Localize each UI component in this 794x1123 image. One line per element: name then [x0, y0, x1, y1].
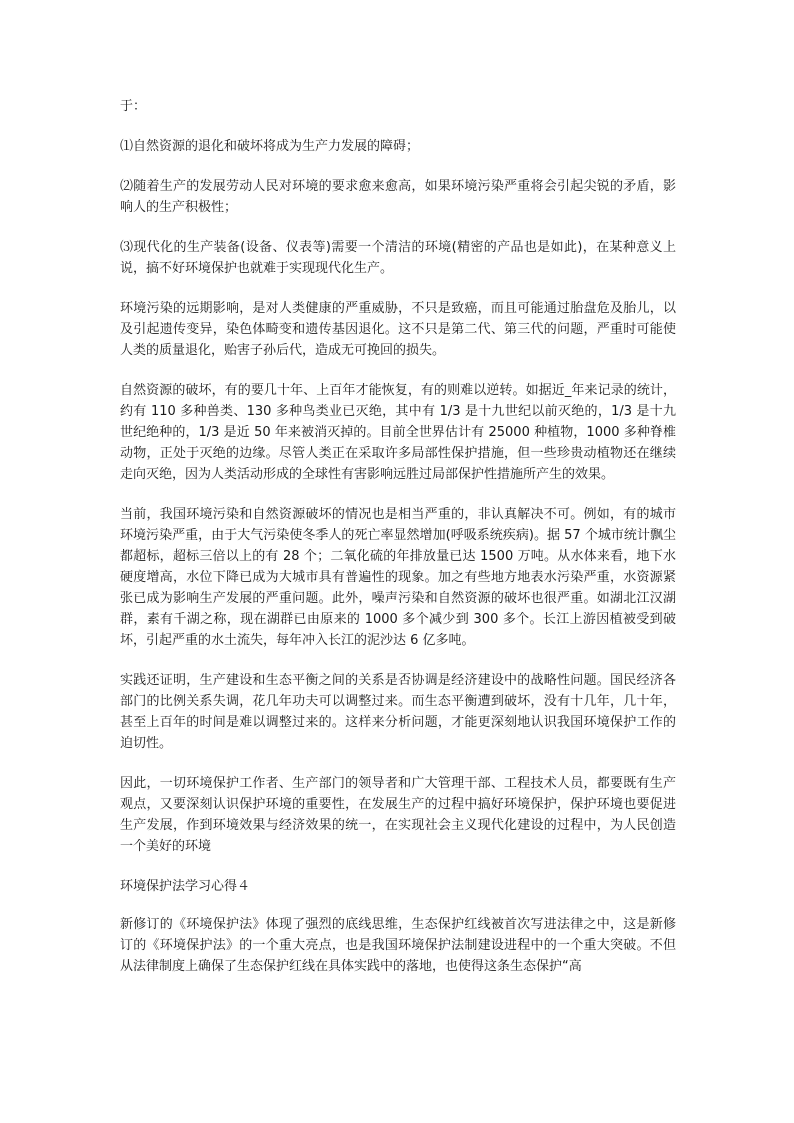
paragraph-long-term-impact: 环境污染的远期影响，是对人类健康的严重威胁，不只是致癌，而且可能通过胎盘危及胎儿，以及引起遗传变异，染色体畸变和遗传基因退化。这不只是第二代、第三代的问题，严重时可能使人类的质量退化，贻害子孙后代，造成无可挽回的损失。	[120, 301, 676, 358]
paragraph-item-3: ⑶现代化的生产装备(设备、仪表等)需要一个清洁的环境(精密的产品也是如此)，在某种意义上说，搞不好环境保护也就难于实现现代化生产。	[120, 240, 676, 276]
paragraph-resource-destruction: 自然资源的破坏，有的要几十年、上百年才能恢复，有的则难以逆转。如据近_年来记录的统计，约有 110 多种兽类、130 多种鸟类业已灭绝，其中有 1/3 是十九世纪以前灭绝的，1/3 是十九世纪绝种的，1/3 是近 50 年来被消灭掉的。目前全世界估计有 25000 种植物，1000 多种脊椎动物，正处于灭绝的边缘。尽管人类正在采取许多局部性保护措施，但一些珍贵动植物还在继续走向灭绝，因为人类活动形成的全球性有害影响远胜过局部保护性措施所产生的效果。	[120, 383, 676, 482]
paragraph-conclusion: 因此，一切环境保护工作者、生产部门的领导者和广大管理干部、工程技术人员，都要既有生产观点，又要深刻认识保护环境的重要性，在发展生产的过程中搞好环境保护，保护环境也要促进生产发展，作到环境效果与经济效果的统一，在实现社会主义现代化建设的过程中，为人民创造一个美好的环境	[120, 776, 676, 854]
section-heading: 环境保护法学习心得４	[120, 879, 251, 894]
paragraph-continuation: 于：	[120, 99, 147, 114]
document-body	[120, 96, 676, 996]
paragraph-new-law: 新修订的《环境保护法》体现了强烈的底线思维，生态保护红线被首次写进法律之中，这是新修订的《环境保护法》的一个重大亮点，也是我国环境保护法制建设进程中的一个重大突破。不但从法律制度上确保了生态保护红线在具体实践中的落地，也使得这条生态保护“高	[120, 917, 676, 974]
paragraph-item-2: ⑵随着生产的发展劳动人民对环境的要求愈来愈高，如果环境污染严重将会引起尖锐的矛盾，影响人的生产积极性；	[120, 179, 676, 215]
paragraph-item-1: ⑴自然资源的退化和破坏将成为生产力发展的障碍；	[120, 139, 420, 154]
paragraph-china-pollution: 当前，我国环境污染和自然资源破坏的情况也是相当严重的，非认真解决不可。例如，有的城市环境污染严重，由于大气污染使冬季人的死亡率显然增加(呼吸系统疾病)。据 57 个城市统计飘尘都超标，超标三倍以上的有 28 个；二氧化硫的年排放量已达 1500 万吨。从水体来看，地下水硬度增高，水位下降已成为大城市具有普遍性的现象。加之有些地方地表水污染严重，水资源紧张已成为影响生产发展的严重问题。此外，噪声污染和自然资源的破坏也很严重。如湖北江汉湖群，素有千湖之称，现在湖群已由原来的 1000 多个减少到 300 多个。长江上游因植被受到破坏，引起严重的水土流失，每年冲入长江的泥沙达 6 亿多吨。	[120, 507, 676, 648]
paragraph-practice-proof: 实践还证明，生产建设和生态平衡之间的关系是否协调是经济建设中的战略性问题。国民经济各部门的比例关系失调，花几年功夫可以调整过来。而生态平衡遭到破坏，没有十几年，几十年，甚至上百年的时间是难以调整过来的。这样来分析问题，才能更深刻地认识我国环境保护工作的迫切性。	[120, 673, 676, 751]
